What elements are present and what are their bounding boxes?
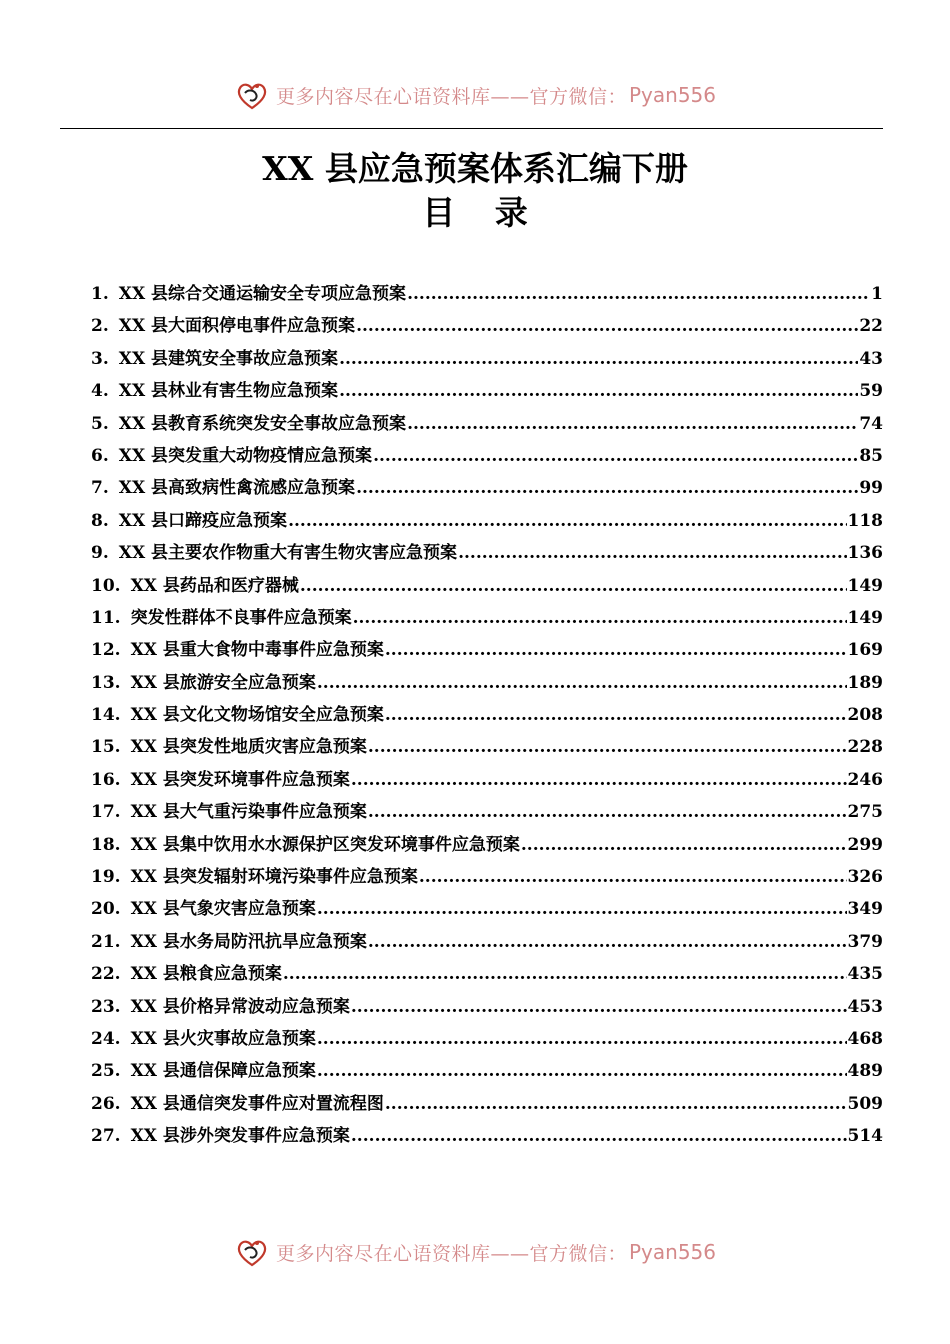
toc-entry[interactable] [91, 1056, 883, 1088]
toc-entry-number: 23. [91, 996, 121, 1017]
toc-dot-leader [317, 673, 847, 693]
toc-entry-number: 12. [91, 640, 121, 661]
toc-entry-title: XX 县涉外突发事件应急预案 [130, 1126, 350, 1147]
toc-entry[interactable] [91, 894, 883, 926]
toc-entry-number: 15. [91, 737, 121, 758]
toc-entry-number: 25. [91, 1061, 121, 1082]
toc-entry[interactable] [91, 635, 883, 667]
toc-entry[interactable] [91, 376, 883, 408]
toc-entry-title: XX 县建筑安全事故应急预案 [118, 348, 339, 369]
toc-dot-leader [419, 867, 847, 887]
toc-entry-page: 489 [847, 1061, 883, 1082]
toc-entry-title: XX 县火灾事故应急预案 [130, 1028, 316, 1049]
toc-entry-title: XX 县药品和医疗器械 [130, 575, 299, 596]
toc-dot-leader [351, 997, 847, 1017]
toc-entry-number: 24. [91, 1028, 121, 1049]
toc-entry-number: 13. [91, 672, 121, 693]
heart-logo-icon [234, 77, 270, 113]
toc-entry[interactable] [91, 1121, 883, 1153]
toc-entry[interactable] [91, 441, 883, 473]
toc-entry-title: XX 县口蹄疫应急预案 [118, 510, 288, 531]
toc-entry-number: 3. [91, 348, 109, 369]
toc-entry[interactable] [91, 668, 883, 700]
toc-entry-title: XX 县突发性地质灾害应急预案 [130, 737, 367, 758]
toc-entry-number: 16. [91, 769, 121, 790]
toc-entry-title: 突发性群体不良事件应急预案 [130, 607, 352, 628]
toc-entry-page: 22 [859, 316, 883, 337]
watermark-text: 更多内容尽在心语资料库——官方微信： [275, 1242, 627, 1265]
toc-entry-number: 8. [91, 510, 109, 531]
toc-entry[interactable] [91, 603, 883, 635]
toc-entry-number: 7. [91, 478, 109, 499]
toc-entry-title: XX 县综合交通运输安全专项应急预案 [118, 284, 407, 304]
toc-entry[interactable] [91, 992, 883, 1024]
toc-entry-number: 19. [91, 867, 121, 888]
toc-entry-page: 169 [847, 640, 883, 661]
toc-entry-page: 435 [847, 964, 883, 985]
toc-dot-leader [317, 1061, 847, 1081]
toc-entry-page: 299 [847, 834, 883, 855]
toc-dot-leader [351, 770, 847, 790]
toc-entry-number: 6. [91, 445, 109, 466]
toc-entry-page: 99 [859, 478, 883, 499]
toc-entry-title: XX 县高致病性禽流感应急预案 [118, 478, 356, 499]
toc-entry[interactable] [91, 959, 883, 991]
toc-entry-page: 514 [847, 1126, 883, 1147]
toc-entry-page: 43 [859, 348, 883, 369]
toc-entry-title: XX 县突发重大动物疫情应急预案 [118, 445, 373, 466]
toc-entry[interactable] [91, 311, 883, 343]
toc-entry-number: 4. [91, 381, 109, 402]
toc-entry-number: 5. [91, 413, 109, 434]
toc-dot-leader [407, 284, 870, 304]
toc-entry[interactable] [91, 862, 883, 894]
toc-dot-leader [356, 478, 858, 498]
toc-dot-leader [458, 543, 846, 563]
toc-entry-page: 149 [847, 575, 883, 596]
toc-entry-number: 27. [91, 1126, 121, 1147]
toc-entry-page: 136 [847, 543, 883, 564]
toc-dot-leader [317, 1029, 847, 1049]
toc-entry-title: XX 县突发环境事件应急预案 [130, 769, 350, 790]
toc-entry-number: 1. [91, 284, 109, 304]
header-divider [60, 128, 883, 129]
toc-entry[interactable] [91, 571, 883, 603]
toc-entry[interactable] [91, 700, 883, 732]
toc-entry[interactable] [91, 927, 883, 959]
toc-entry-page: 275 [847, 802, 883, 823]
toc-entry-number: 18. [91, 834, 121, 855]
toc-entry[interactable] [91, 279, 883, 311]
toc-entry-number: 21. [91, 931, 121, 952]
toc-entry-title: XX 县重大食物中毒事件应急预案 [130, 640, 384, 661]
toc-entry-page: 468 [847, 1028, 883, 1049]
toc-dot-leader [339, 381, 858, 401]
toc-dot-leader [373, 446, 858, 466]
toc-dot-leader [351, 1126, 847, 1146]
toc-dot-leader [353, 608, 847, 628]
toc-entry[interactable] [91, 765, 883, 797]
toc-entry-number: 26. [91, 1093, 121, 1114]
toc-entry-title: XX 县价格异常波动应急预案 [130, 996, 350, 1017]
toc-entry-page: 59 [859, 381, 883, 402]
header-watermark [0, 75, 950, 115]
toc-dot-leader [300, 576, 847, 596]
toc-entry-page: 1 [871, 284, 883, 304]
toc-entry-title: XX 县突发辐射环境污染事件应急预案 [130, 867, 418, 888]
toc-entry-title: XX 县大气重污染事件应急预案 [130, 802, 367, 823]
toc-entry-title: XX 县旅游安全应急预案 [130, 672, 316, 693]
toc-entry-page: 326 [847, 867, 883, 888]
document-title: XX 县应急预案体系汇编下册 [262, 149, 688, 188]
toc-entry-title: XX 县大面积停电事件应急预案 [118, 316, 356, 337]
toc-dot-leader [385, 640, 847, 660]
toc-entry-page: 453 [847, 996, 883, 1017]
toc-dot-leader [407, 414, 858, 434]
toc-entry[interactable] [91, 409, 883, 441]
toc-dot-leader [339, 349, 858, 369]
toc-dot-leader [288, 511, 846, 531]
toc-entry[interactable] [91, 830, 883, 862]
toc-entry-number: 20. [91, 899, 121, 920]
toc-entry-page: 85 [859, 445, 883, 466]
toc-entry[interactable] [91, 797, 883, 829]
toc-entry-title: XX 县林业有害生物应急预案 [118, 381, 339, 402]
toc-entry-page: 228 [847, 737, 883, 758]
toc-dot-leader [385, 705, 847, 725]
toc-entry-title: XX 县通信保障应急预案 [130, 1061, 316, 1082]
toc-dot-leader [368, 802, 847, 822]
toc-entry-number: 2. [91, 316, 109, 337]
toc-entry-page: 509 [847, 1093, 883, 1114]
toc-entry-number: 11. [91, 607, 121, 628]
toc-entry-title: XX 县教育系统突发安全事故应急预案 [118, 413, 407, 434]
toc-entry[interactable] [91, 344, 883, 376]
toc-entry-title: XX 县文化文物场馆安全应急预案 [130, 705, 384, 726]
watermark-account: Pyan556 [629, 83, 717, 107]
toc-dot-leader [283, 964, 847, 984]
toc-entry[interactable] [91, 1024, 883, 1056]
toc-dot-leader [356, 316, 858, 336]
toc-entry-title: XX 县粮食应急预案 [130, 964, 282, 985]
toc-entry-page: 118 [847, 510, 883, 531]
toc-entry[interactable] [91, 538, 883, 570]
toc-heading: 目 录 [422, 193, 542, 232]
toc-entry-title: XX 县主要农作物重大有害生物灾害应急预案 [118, 543, 458, 564]
toc-entry[interactable] [91, 473, 883, 505]
toc-entry-number: 22. [91, 964, 121, 985]
heart-logo-icon [234, 1234, 270, 1270]
watermark-account: Pyan556 [629, 1240, 717, 1264]
toc-entry-page: 379 [847, 931, 883, 952]
table-of-contents [91, 279, 883, 1154]
toc-entry-number: 14. [91, 705, 121, 726]
toc-entry-number: 9. [91, 543, 109, 564]
toc-entry-number: 10. [91, 575, 121, 596]
toc-entry-title: XX 县水务局防汛抗旱应急预案 [130, 931, 367, 952]
toc-entry-page: 149 [847, 607, 883, 628]
footer-watermark [0, 1232, 950, 1272]
toc-entry[interactable] [91, 1089, 883, 1121]
toc-entry[interactable] [91, 732, 883, 764]
toc-dot-leader [317, 899, 847, 919]
toc-entry-page: 74 [859, 413, 883, 434]
toc-entry[interactable] [91, 506, 883, 538]
toc-dot-leader [368, 737, 847, 757]
toc-dot-leader [521, 835, 847, 855]
toc-dot-leader [368, 932, 847, 952]
toc-entry-page: 246 [847, 769, 883, 790]
toc-entry-page: 189 [847, 672, 883, 693]
toc-entry-title: XX 县气象灾害应急预案 [130, 899, 316, 920]
toc-entry-page: 208 [847, 705, 883, 726]
toc-entry-number: 17. [91, 802, 121, 823]
toc-entry-title: XX 县通信突发事件应对置流程图 [130, 1093, 384, 1114]
toc-entry-page: 349 [847, 899, 883, 920]
toc-dot-leader [385, 1094, 847, 1114]
watermark-text: 更多内容尽在心语资料库——官方微信： [275, 85, 627, 108]
toc-entry-title: XX 县集中饮用水水源保护区突发环境事件应急预案 [130, 834, 520, 855]
